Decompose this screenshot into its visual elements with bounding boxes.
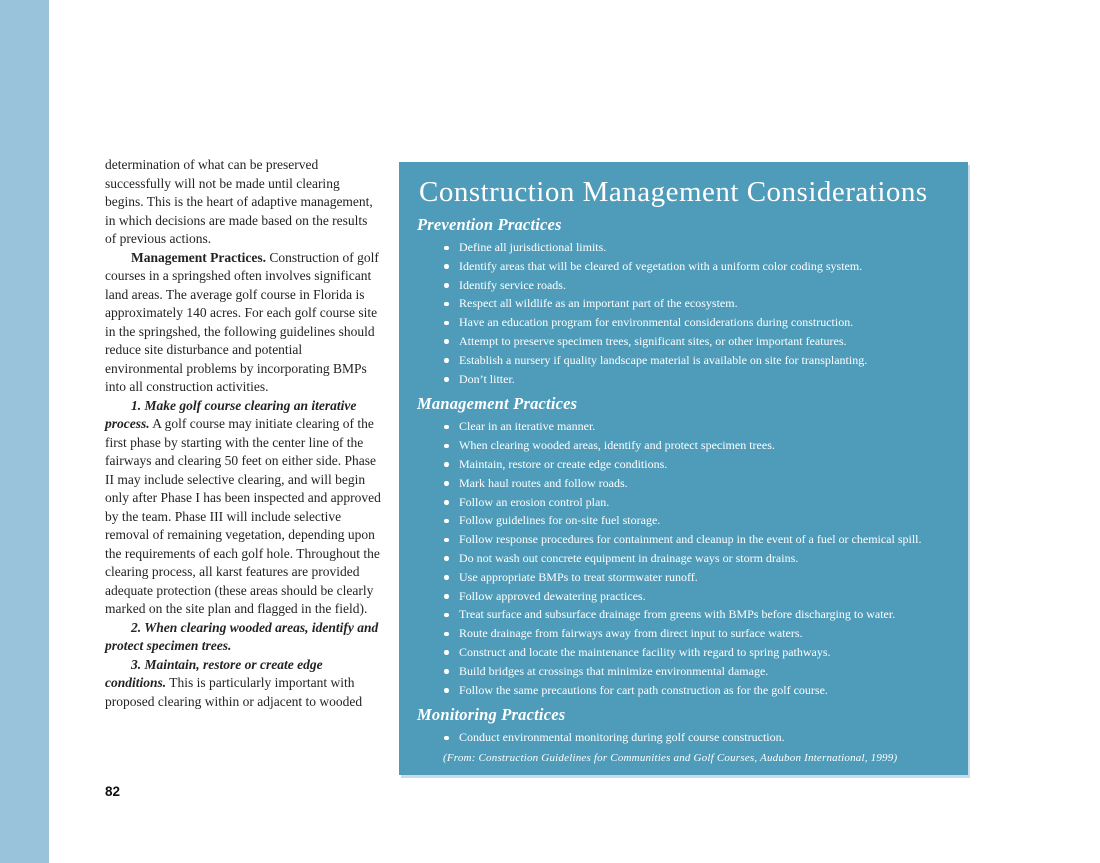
bullet-icon [444, 632, 449, 637]
bullet-text: Maintain, restore or create edge conditions. [459, 456, 668, 471]
paragraph-2-lead: Management Practices. [131, 249, 266, 265]
section-heading-prevention: Prevention Practices [417, 215, 562, 234]
bullet-icon [444, 736, 449, 741]
section-prevention-practices [417, 215, 956, 388]
bullet-icon [444, 500, 449, 505]
bullet-icon [444, 613, 449, 618]
bullet-text: Do not wash out concrete equipment in drainage ways or storm drains. [459, 550, 799, 565]
bullet-item [443, 624, 956, 643]
bullet-icon [444, 594, 449, 599]
bullet-item [443, 370, 956, 389]
bullet-item [443, 587, 956, 606]
bullet-icon [444, 246, 449, 251]
bullet-item [443, 351, 956, 370]
bullet-item [443, 511, 956, 530]
bullet-text: Treat surface and subsurface drainage from greens with BMPs before discharging to water. [459, 607, 896, 622]
bullet-item [443, 436, 956, 455]
bullet-text: Follow response procedures for containment and cleanup in the event of a fuel or chemical spill. [459, 532, 922, 547]
bullet-text: Establish a nursery if quality landscape material is available on site for transplanting. [459, 352, 868, 367]
bullet-text: Use appropriate BMPs to treat stormwater runoff. [459, 569, 698, 584]
bullet-item [443, 455, 956, 474]
paragraph-2 [105, 249, 381, 397]
bullet-text: Clear in an iterative manner. [459, 419, 596, 434]
bullet-item [443, 276, 956, 295]
left-margin-stripe [0, 0, 49, 863]
bullet-item [443, 474, 956, 493]
callout-title: Construction Management Considerations [419, 176, 928, 208]
callout-box [399, 162, 968, 775]
bullet-icon [444, 481, 449, 486]
body-text-column [105, 156, 381, 711]
bullet-text: Follow the same precautions for cart path construction as for the golf course. [459, 682, 828, 697]
bullet-icon [444, 321, 449, 326]
bullet-text: Attempt to preserve specimen trees, significant sites, or other important features. [459, 333, 847, 348]
bullet-text: Build bridges at crossings that minimize environmental damage. [459, 663, 769, 678]
bullet-item [443, 493, 956, 512]
bullet-item [443, 313, 956, 332]
paragraph-5-text: This is particularly important with proposed clearing within or adjacent to wooded [105, 675, 363, 709]
bullet-text: Mark haul routes and follow roads. [459, 475, 628, 490]
bullet-text: Identify areas that will be cleared of vegetation with a uniform color coding system. [459, 258, 863, 273]
bullet-text: Define all jurisdictional limits. [459, 240, 607, 254]
source-note: (From: Construction Guidelines for Communities and Golf Courses, Audubon International, 1999) [443, 752, 898, 765]
paragraph-2-text: Construction of golf courses in a springshed often involves significant land areas. The average golf course in Florida is approximately 140 acres. For each golf course site in the springshed, the following guidelines should reduce site disturbance and potential environmental problems by incorporating BMPs into all construction activities. [105, 249, 379, 394]
section-heading-monitoring: Monitoring Practices [417, 705, 566, 725]
bullet-text: Identify service roads. [459, 277, 566, 292]
section-management-practices [417, 394, 956, 699]
bullet-item [443, 549, 956, 568]
bullet-item [443, 681, 956, 700]
bullet-icon [444, 650, 449, 655]
paragraph-4-lead: 2. When clearing wooded areas, identify and protect specimen trees. [105, 619, 379, 653]
bullet-text: Have an education program for environmental considerations during construction. [459, 315, 854, 330]
bullet-item [443, 332, 956, 351]
bullet-item [443, 238, 956, 257]
bullet-item [443, 294, 956, 313]
bullet-icon [444, 462, 449, 467]
management-bullet-list [443, 417, 956, 699]
bullet-item [443, 605, 956, 624]
bullet-icon [444, 339, 449, 344]
paragraph-1-text: determination of what can be preserved successfully will not be made until clearing begins. This is the heart of adaptive management, in which decisions are made based on the results of previous actions. [105, 157, 373, 246]
bullet-item [443, 643, 956, 662]
bullet-item [443, 530, 956, 549]
bullet-text: When clearing wooded areas, identify and protect specimen trees. [459, 438, 775, 453]
bullet-icon [444, 283, 449, 288]
bullet-item [443, 662, 956, 681]
bullet-icon [444, 575, 449, 580]
bullet-icon [444, 358, 449, 363]
monitoring-bullet-list [443, 728, 956, 747]
bullet-text: Respect all wildlife as an important part of the ecosystem. [459, 296, 738, 311]
bullet-icon [444, 556, 449, 561]
bullet-text: Follow an erosion control plan. [459, 494, 610, 509]
section-monitoring-practices [417, 705, 956, 747]
bullet-icon [444, 425, 449, 430]
bullet-text: Don’t litter. [459, 371, 515, 386]
bullet-icon [444, 377, 449, 382]
bullet-item [443, 257, 956, 276]
paragraph-3-lead: 1. Make golf course clearing an iterative process. [105, 397, 357, 431]
paragraph-3 [105, 397, 381, 619]
bullet-icon [444, 302, 449, 307]
bullet-icon [444, 444, 449, 449]
bullet-text: Follow guidelines for on-site fuel storage. [459, 513, 661, 528]
bullet-icon [444, 538, 449, 543]
paragraph-5-lead: 3. Maintain, restore or create edge conditions. [105, 656, 323, 690]
section-heading-management: Management Practices [417, 394, 578, 414]
bullet-icon [444, 264, 449, 269]
prevention-bullet-list [443, 238, 956, 388]
paragraph-1 [105, 156, 381, 249]
bullet-icon [444, 519, 449, 524]
bullet-item [443, 728, 956, 747]
bullet-text: Follow approved dewatering practices. [459, 588, 646, 603]
bullet-text: Route drainage from fairways away from direct input to surface waters. [459, 626, 803, 641]
bullet-text: Construct and locate the maintenance facility with regard to spring pathways. [459, 644, 831, 659]
bullet-icon [444, 688, 449, 693]
paragraph-3-text: A golf course may initiate clearing of the first phase by starting with the center line of the fairways and clearing 50 feet on either side. Phase II may include selective clearing, and will begin only after Phase I has been inspected and approved by the team. Phase III will include selective removal of remaining vegetation, depending upon the requirements of each golf hole. Throughout the clearing process, all karst features are provided adequate protection (these areas should be clearly marked on the site plan and flagged in the field). [105, 416, 381, 616]
paragraph-4 [105, 619, 381, 656]
bullet-icon [444, 669, 449, 674]
page-number: 82 [105, 784, 121, 799]
bullet-item [443, 568, 956, 587]
paragraph-5 [105, 656, 381, 712]
bullet-item [443, 417, 956, 436]
bullet-text: Conduct environmental monitoring during golf course construction. [459, 730, 785, 745]
